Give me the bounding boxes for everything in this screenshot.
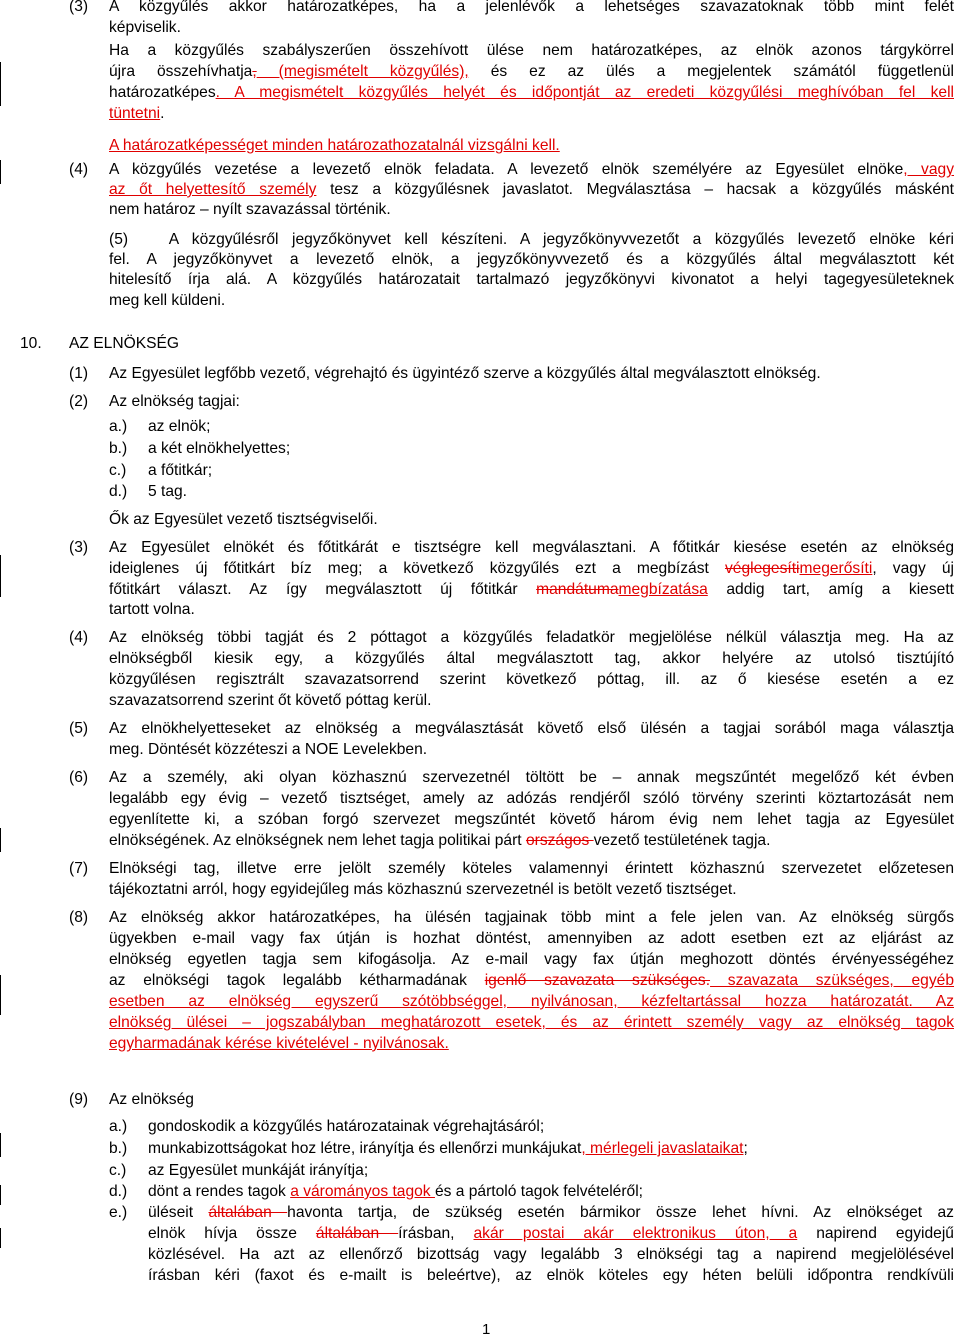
text-line: meg kell küldeni. <box>109 292 226 309</box>
text-line: Ők az Egyesület vezető tisztségviselői. <box>109 511 378 528</box>
change-bar <box>0 62 1 106</box>
text-line: (5) A közgyűlésről jegyzőkönyvet kell készíteni. A jegyzőkönyvvezetőt a közgyűlés levezető elnöke kéri <box>109 231 954 248</box>
deleted-text: általában <box>208 1204 288 1221</box>
change-bar <box>0 1228 1 1248</box>
paragraph-number: (9) <box>69 1091 89 1108</box>
list-label: c.) <box>109 1162 127 1179</box>
text-line: A közgyűlés vezetése a levezető elnök feladata. A levezető elnök személyére az Egyesület elnöke, vagy <box>109 161 954 178</box>
inserted-text: a várományos tagok <box>290 1183 435 1200</box>
text-line: meg. Döntését közzéteszi a NOE Levelekben. <box>109 741 428 758</box>
list-item: üléseit általában havonta tartja, de szükség esetén bármikor össze lehet hívni. Az elnökséget az <box>148 1204 954 1221</box>
text-line: közgyűlésen regisztrált szavazatsorrend szerint következő póttag, ill. az ő kiesése esetén a ez <box>109 671 954 688</box>
text-line: elnök hívja össze általában írásban, akár postai akár elektronikus úton, a napirend egyidejű <box>148 1225 954 1242</box>
text-line: elnökségének. Az elnökségnek nem lehet tagja politikai párt országos vezető testületének tagja. <box>109 832 771 849</box>
paragraph-number: (8) <box>69 909 89 926</box>
change-bar <box>0 1133 1 1157</box>
text-line: legalább egy évig – vezető tisztséget, amely az adózás rendjéről szóló törvény szerinti köztartozását nem <box>109 790 954 807</box>
text-line: A közgyűlés akkor határozatképes, ha a jelenlévők a lehetséges szavazatoknak több mint felét <box>109 0 954 15</box>
paragraph-number: (7) <box>69 860 89 877</box>
text-line: az elnökségi tagok legalább kétharmadának igenlő szavazata szükséges. szavazata szükséges, egyéb <box>109 972 954 989</box>
list-label: a.) <box>109 1118 128 1135</box>
text-line: Az Egyesület legfőbb vezető, végrehajtó és ügyintéző szerve a közgyűlés által megválasztott elnökség. <box>109 365 821 382</box>
list-label: a.) <box>109 418 128 435</box>
text-line: elnökség egyetlen tagja sem kifogásolja. Az e-mail vagy fax útján meghozott döntés érvényességéhez <box>109 951 954 968</box>
inserted-text: . A megismételt közgyűlés helyét és időpontját az eredeti közgyűlési meghívóban fel kell <box>215 84 954 101</box>
text-line: ideiglenes új főtitkárt bíz meg; a következő közgyűlés ezt a megbízást véglegesítimegerősíti, vagy új <box>109 560 954 577</box>
list-item: 5 tag. <box>148 483 188 500</box>
deleted-text: véglegesíti <box>724 560 800 577</box>
text-line: az őt helyettesítő személy tesz a közgyűlésnek javaslatot. Megválasztása – hacsak a közgyűlés másként <box>109 181 955 198</box>
inserted-text: elnökség ülései – jogszabályban meghatározott esetek, és az érintett személy vagy az elnökség tagok <box>109 1014 954 1031</box>
list-item: a két elnökhelyettes; <box>148 440 291 457</box>
inserted-text: A határozatképességet minden határozathozatalnál vizsgálni kell. <box>109 137 560 154</box>
text-line: Az a személy, aki olyan közhasznú szervezetnél töltött be – annak megszűntét megelőző két évben <box>109 769 954 786</box>
list-label: b.) <box>109 440 128 457</box>
inserted-text: (megismételt közgyűlés), <box>256 63 469 80</box>
inserted-text: esetben az elnökség egyszerű szótöbbséggel, nyilvánosan, kézfeltartással hozza határozatát. Az <box>109 993 954 1010</box>
text-line: írásban kéri (faxot és e-mailt is beleértve), az elnök köteles egy héten belüli időpontra rendkívüli <box>148 1267 954 1284</box>
deleted-text: igenlő szavazata szükséges. <box>484 972 711 989</box>
paragraph-number: (6) <box>69 769 89 786</box>
text-line: tájékoztatni arról, hogy egyidejűleg más közhasznú szervezetnél is betölt vezető tisztséget. <box>109 881 737 898</box>
paragraph-number: (1) <box>69 365 89 382</box>
paragraph-number: (4) <box>69 161 89 178</box>
paragraph-number: (4) <box>69 629 89 646</box>
text-line: tüntetni. <box>109 105 165 122</box>
inserted-text: az őt helyettesítő személy <box>109 181 317 198</box>
change-bar <box>0 555 1 597</box>
paragraph-number: (5) <box>109 231 129 248</box>
list-label: c.) <box>109 462 127 479</box>
text-line <box>109 136 560 156</box>
text-line: Az elnökség tagjai: <box>109 393 240 410</box>
change-bar <box>0 828 1 852</box>
inserted-text: , mérlegeli javaslataikat <box>581 1140 744 1157</box>
page-number: 1 <box>482 1321 491 1338</box>
inserted-text: , vagy <box>903 161 954 178</box>
section-heading <box>20 334 180 354</box>
paragraph-number: (3) <box>69 0 89 15</box>
list-label: e.) <box>109 1204 128 1221</box>
inserted-text: tüntetni <box>109 105 161 122</box>
change-bar <box>0 975 1 1015</box>
inserted-text: megbízatása <box>618 581 708 598</box>
list-label: d.) <box>109 483 128 500</box>
deleted-text: országos <box>525 832 594 849</box>
text-line: Az elnökség <box>109 1091 194 1108</box>
text-line: nem határoz – nyílt szavazással történik. <box>109 201 391 218</box>
text-line: főtitkárt választ. Az így megválasztott új főtitkár mandátumamegbízatása addig tart, amíg a kiesett <box>109 581 954 598</box>
text-line: határozatképes. A megismételt közgyűlés helyét és időpontját az eredeti közgyűlési meghívóban fel kell <box>109 84 954 101</box>
paragraph-number: (3) <box>69 539 89 556</box>
text-line: hitelesítő írja alá. A közgyűlés határozatait tartalmazó jegyzőkönyvi kivonatot a helyi tagegyesületeknek <box>109 271 954 288</box>
text-line: tartott volna. <box>109 601 195 618</box>
text-line: Elnökségi tag, illetve erre jelölt személy köteles valamennyi érintett közhasznú szervezetet előzetesen <box>109 860 954 877</box>
change-bar <box>0 160 1 184</box>
inserted-text: egyharmadának kérése kivételével - nyilvánosak. <box>109 1035 449 1052</box>
text-line <box>109 992 954 1012</box>
text-line: Az elnökhelyetteseket az elnökség a megválasztását követő első ülésén a tagjai sorából maga választja <box>109 720 954 737</box>
inserted-text: megerősíti <box>799 560 873 577</box>
text-line: Az Egyesület elnökét és főtitkárát e tisztségre kell megválasztani. A főtitkár kiesése esetén az elnökség <box>109 539 954 556</box>
list-item: a főtitkár; <box>148 462 213 479</box>
text-line: szavazatsorrend szerint őt követő póttag kerül. <box>109 692 432 709</box>
text-line: Ha a közgyűlés szabályszerűen összehívott ülése nem határozatképes, az elnök azonos tárgykörrel <box>109 42 954 59</box>
paragraph-number: (5) <box>69 720 89 737</box>
section-number: 10. <box>20 335 42 352</box>
section-title: AZ ELNÖKSÉG <box>69 335 180 352</box>
text-line: képviselik. <box>109 19 181 36</box>
inserted-text: szavazata szükséges, egyéb <box>710 972 954 989</box>
text-line: fel. A jegyzőkönyvet a levezető elnök, a jegyzőkönyvvezető és a közgyűlés által megválasztott két <box>109 251 954 268</box>
text-line <box>109 1013 954 1033</box>
deleted-text: általában <box>315 1225 399 1242</box>
text-line: újra összehívhatja, (megismételt közgyűlés), és ez az ülés a megjelentek számától függetlenül <box>109 63 954 80</box>
list-label: b.) <box>109 1140 128 1157</box>
text-line: egyenlítette ki, a szóban forgó szervezet megszűntét követő három évig nem lehet tagja az Egyesület <box>109 811 954 828</box>
list-item: munkabizottságokat hoz létre, irányítja és ellenőrzi munkájukat, mérlegeli javaslataikat; <box>148 1140 748 1157</box>
list-item: dönt a rendes tagok a várományos tagok és a pártoló tagok felvételéről; <box>148 1183 643 1200</box>
inserted-text: akár postai akár elektronikus úton, a <box>473 1225 798 1242</box>
text-line: elnökségből kiesik egy, a közgyűlés által megválasztott tag, akkor helyére az utolsó tisztújító <box>109 650 954 667</box>
list-label: d.) <box>109 1183 128 1200</box>
text-line <box>109 1034 449 1054</box>
text-line: Az elnökség többi tagját és 2 póttagot a közgyűlés feladatkör megjelölése nélkül választja meg. Ha az <box>109 629 954 646</box>
change-bar <box>0 1185 1 1205</box>
text-line: ügyekben e-mail vagy fax útján is hozhat döntést, amennyiben az adott esetben ezt az eljárást az <box>109 930 954 947</box>
list-item: az Egyesület munkáját irányítja; <box>148 1162 369 1179</box>
text-line: Az elnökség akkor határozatképes, ha ülésén tagjainak több mint a fele jelen van. Az elnökség sürgős <box>109 909 954 926</box>
list-item: gondoskodik a közgyűlés határozatainak végrehajtásáról; <box>148 1118 545 1135</box>
paragraph-number: (2) <box>69 393 89 410</box>
deleted-text: , <box>252 63 257 80</box>
deleted-text: mandátuma <box>536 581 619 598</box>
text-line: közlésével. Ha azt az ellenőrző bizottság vagy legalább 3 elnökségi tag a napirend megjelölésével <box>148 1246 954 1263</box>
list-item: az elnök; <box>148 418 211 435</box>
